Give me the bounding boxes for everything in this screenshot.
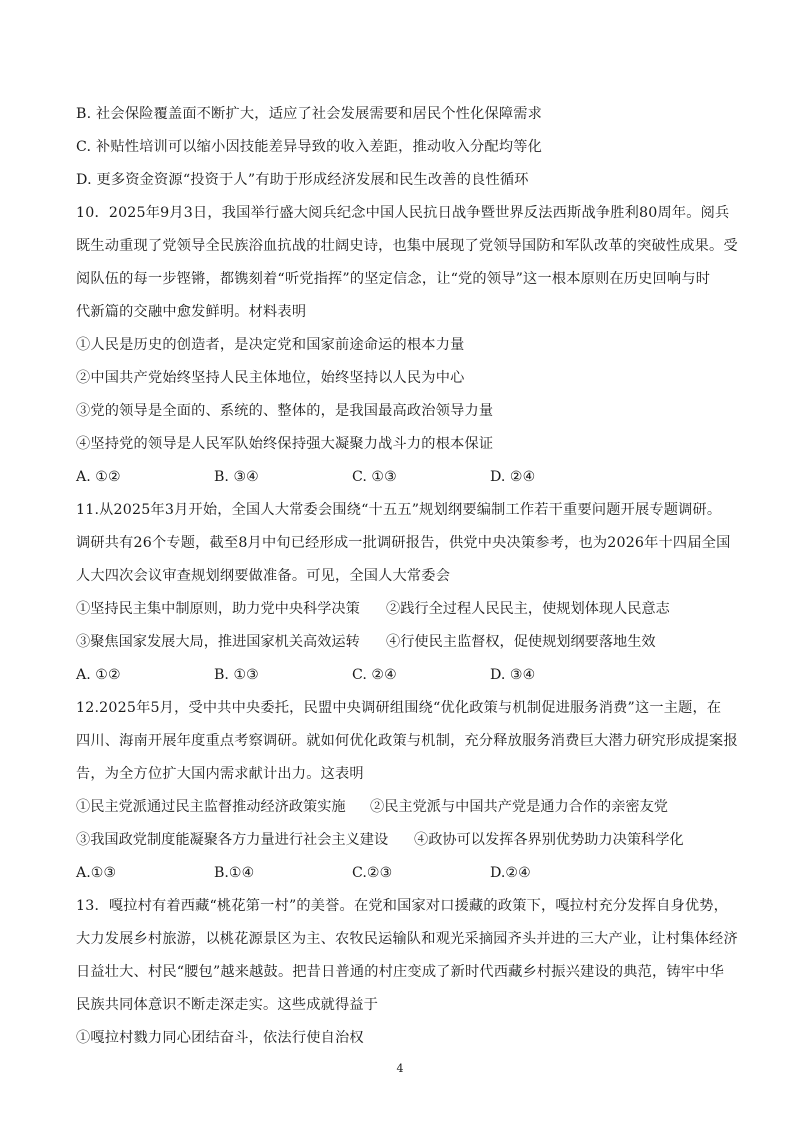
q9-option-d: D. 更多资金资源“投资于人”有助于形成经济发展和民生改善的良性循环: [76, 172, 529, 188]
q12-option-a[interactable]: A.①③: [76, 865, 117, 881]
q10-option-a[interactable]: A. ①②: [76, 469, 121, 485]
q11-stem-line: 人大四次会议审查规划纲要做准备。可见，全国人大常委会: [76, 568, 451, 584]
q10-item: ①人民是历史的创造者，是决定党和国家前途命运的根本力量: [76, 337, 465, 353]
q10-item: ③党的领导是全面的、系统的、整体的，是我国最高政治领导力量: [76, 403, 494, 419]
page-number: 4: [396, 1062, 404, 1075]
q12-stem-line: 告，为全方位扩大国内需求献计出力。这表明: [76, 766, 364, 782]
q10-item: ②中国共产党始终坚持人民主体地位，始终坚持以人民为中心: [76, 370, 465, 386]
q10-option-c[interactable]: C. ①③: [352, 469, 397, 485]
q12-stem-line: 12.2025年5月，受中共中央委托，民盟中央调研组围绕“优化政策与机制促进服务消费”这一主题，在: [76, 700, 722, 716]
q12-item: ②民主党派与中国共产党是通力合作的亲密友党: [370, 799, 668, 815]
q11-option-d[interactable]: D. ③④: [490, 667, 536, 683]
q9-option-c: C. 补贴性培训可以缩小因技能差异导致的收入差距，推动收入分配均等化: [76, 139, 542, 155]
q11-item: ②践行全过程人民民主，使规划体现人民意志: [386, 601, 670, 617]
q11-item: ④行使民主监督权，促使规划纲要落地生效: [386, 634, 656, 650]
q12-item: ③我国政党制度能凝聚各方力量进行社会主义建设: [76, 832, 389, 848]
q11-stem-line: 11.从2025年3月开始，全国人大常委会围绕“十五五”规划纲要编制工作若干重要问题开展专题调研。: [76, 502, 722, 518]
q10-item: ④坚持党的领导是人民军队始终保持强大凝聚力战斗力的根本保证: [76, 436, 494, 452]
q11-option-b[interactable]: B. ①③: [214, 667, 259, 683]
q11-item: ①坚持民主集中制原则，助力党中央科学决策: [76, 601, 360, 617]
q11-option-a[interactable]: A. ①②: [76, 667, 121, 683]
q12-option-d[interactable]: D.②④: [490, 865, 531, 881]
q13-item: ①嘎拉村戮力同心团结奋斗，依法行使自治权: [76, 1030, 364, 1046]
q10-stem-line: 10．2025年9月3日，我国举行盛大阅兵纪念中国人民抗日战争暨世界反法西斯战争胜利80周年。阅兵: [76, 205, 730, 221]
q10-option-b[interactable]: B. ③④: [214, 469, 259, 485]
q12-stem-line: 四川、海南开展年度重点考察调研。就如何优化政策与机制，充分释放服务消费巨大潜力研究形成提案报: [76, 733, 738, 749]
q9-option-b: B. 社会保险覆盖面不断扩大，适应了社会发展需要和居民个性化保障需求: [76, 106, 543, 122]
q13-stem-line: 13．嘎拉村有着西藏“桃花第一村”的美誉。在党和国家对口援藏的政策下，嘎拉村充分发挥自身优势，: [76, 898, 729, 914]
q10-stem-line: 阅队伍的每一步铿锵，都镌刻着“听党指挥”的坚定信念，让“党的领导”这一根本原则在历史回响与时: [76, 271, 711, 287]
q11-item: ③聚焦国家发展大局，推进国家机关高效运转: [76, 634, 360, 650]
q11-stem-line: 调研共有26个专题，截至8月中旬已经形成一批调研报告，供党中央决策参考，也为2026年十四届全国: [76, 535, 731, 551]
q12-option-b[interactable]: B.①④: [214, 865, 255, 881]
q10-option-d[interactable]: D. ②④: [490, 469, 536, 485]
q12-item: ④政协可以发挥各界别优势助力决策科学化: [414, 832, 684, 848]
q12-item: ①民主党派通过民主监督推动经济政策实施: [76, 799, 346, 815]
q10-stem-line: 既生动重现了党领导全民族浴血抗战的壮阔史诗，也集中展现了党领导国防和军队改革的突破性成果。受: [76, 238, 738, 254]
q10-stem-line: 代新篇的交融中愈发鲜明。材料表明: [76, 304, 307, 320]
q13-stem-line: 大力发展乡村旅游，以桃花源景区为主、农牧民运输队和观光采摘园齐头并进的三大产业，让村集体经济: [76, 931, 738, 947]
q11-option-c[interactable]: C. ②④: [352, 667, 397, 683]
q13-stem-line: 民族共同体意识不断走深走实。这些成就得益于: [76, 997, 379, 1013]
q12-option-c[interactable]: C.②③: [352, 865, 393, 881]
q13-stem-line: 日益壮大、村民“腰包”越来越鼓。把昔日普通的村庄变成了新时代西藏乡村振兴建设的典范，铸牢中华: [76, 964, 724, 980]
